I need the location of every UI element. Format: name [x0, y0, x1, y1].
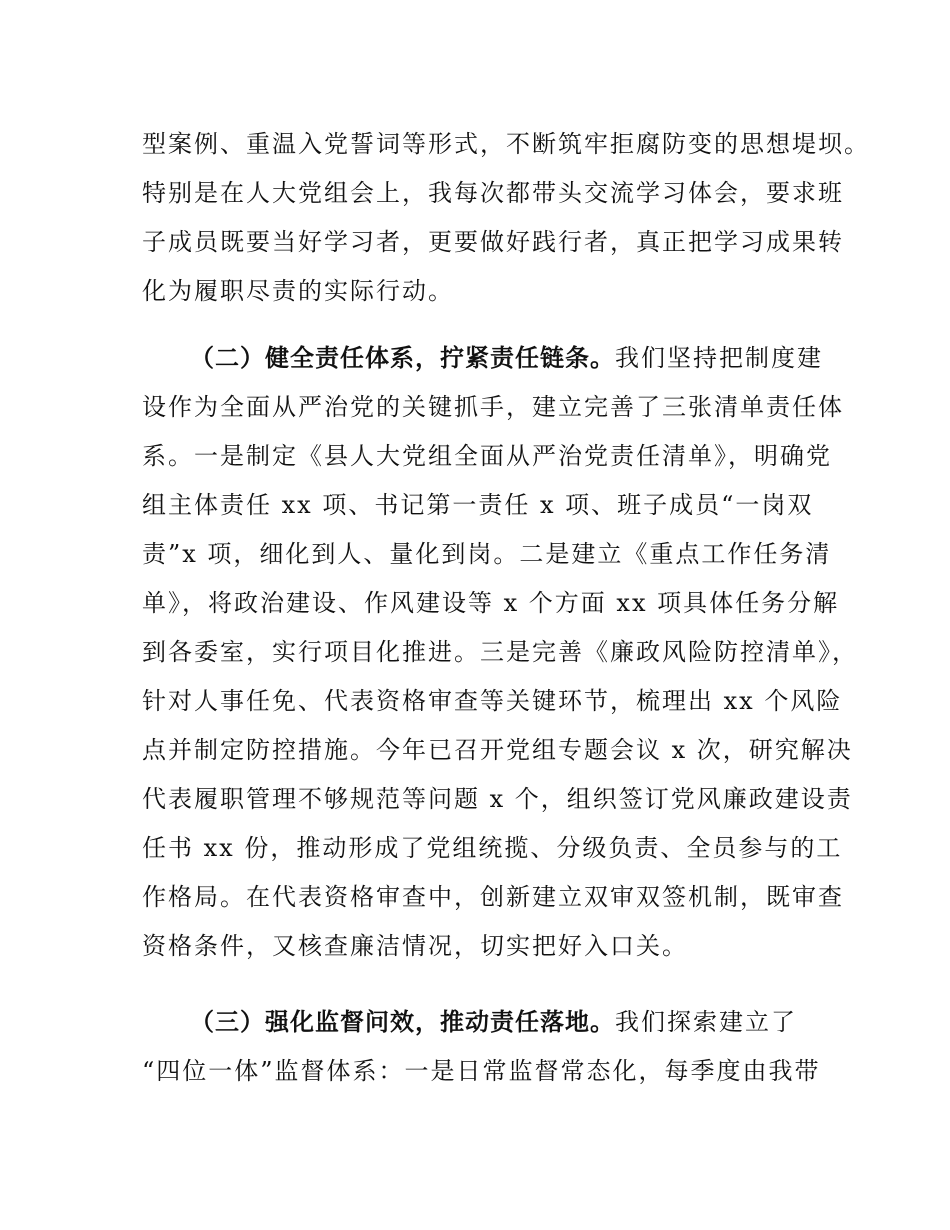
paragraph-2-first-line-text: 我们坚持把制度建 [615, 344, 823, 372]
paragraph-2-line-8: 针对人事任免、代表资格审查等关键环节，梳理出 xx 个风险 [142, 687, 843, 715]
paragraph-2-line-7: 到各委室，实行项目化推进。三是完善《廉政风险防控清单》， [142, 638, 858, 666]
paragraph-2-line-2: 设作为全面从严治党的关键抓手，建立完善了三张清单责任体 [142, 393, 844, 421]
paragraph-2-line-6: 单》，将政治建设、作风建设等 x 个方面 xx 项具体任务分解 [142, 589, 840, 617]
paragraph-1-line-1: 型案例、重温入党誓词等形式，不断筑牢拒腐防变的思想堤坝。 [142, 130, 870, 158]
paragraph-2-line-13: 资格条件，又核查廉洁情况，切实把好入口关。 [142, 932, 688, 960]
paragraph-2-line-9: 点并制定防控措施。今年已召开党组专题会议 x 次，研究解决 [142, 736, 853, 764]
paragraph-3-line-2: “四位一体”监督体系：一是日常监督常态化，每季度由我带 [142, 1057, 821, 1085]
paragraph-3-first-line-text: 我们探索建立了 [615, 1008, 797, 1036]
paragraph-2-line-10: 代表履职管理不够规范等问题 x 个，组织签订党风廉政建设责 [142, 785, 853, 813]
paragraph-2-line-12: 作格局。在代表资格审查中，创新建立双审双签机制，既审查 [142, 883, 844, 911]
paragraph-1-line-2: 特别是在人大党组会上，我每次都带头交流学习体会，要求班 [142, 179, 844, 207]
paragraph-3-first-line [190, 1002, 797, 1042]
paragraph-1-line-4: 化为履职尽责的实际行动。 [142, 277, 454, 305]
paragraph-2-line-11: 任书 xx 份，推动形成了党组统揽、分级负责、全员参与的工 [142, 834, 843, 862]
paragraph-2-line-3: 系。一是制定《县人大党组全面从严治党责任清单》，明确党 [142, 442, 832, 470]
section-3-heading: （三）强化监督问效，推动责任落地。 [190, 1008, 615, 1036]
paragraph-1-line-3: 子成员既要当好学习者，更要做好践行者，真正把学习成果转 [142, 228, 844, 256]
paragraph-2-first-line [190, 338, 823, 378]
paragraph-2-line-5: 责”x 项，细化到人、量化到岗。二是建立《重点工作任务清 [142, 540, 832, 568]
section-2-heading: （二）健全责任体系，拧紧责任链条。 [190, 344, 615, 372]
paragraph-2-line-4: 组主体责任 xx 项、书记第一责任 x 项、班子成员“一岗双 [142, 491, 814, 519]
